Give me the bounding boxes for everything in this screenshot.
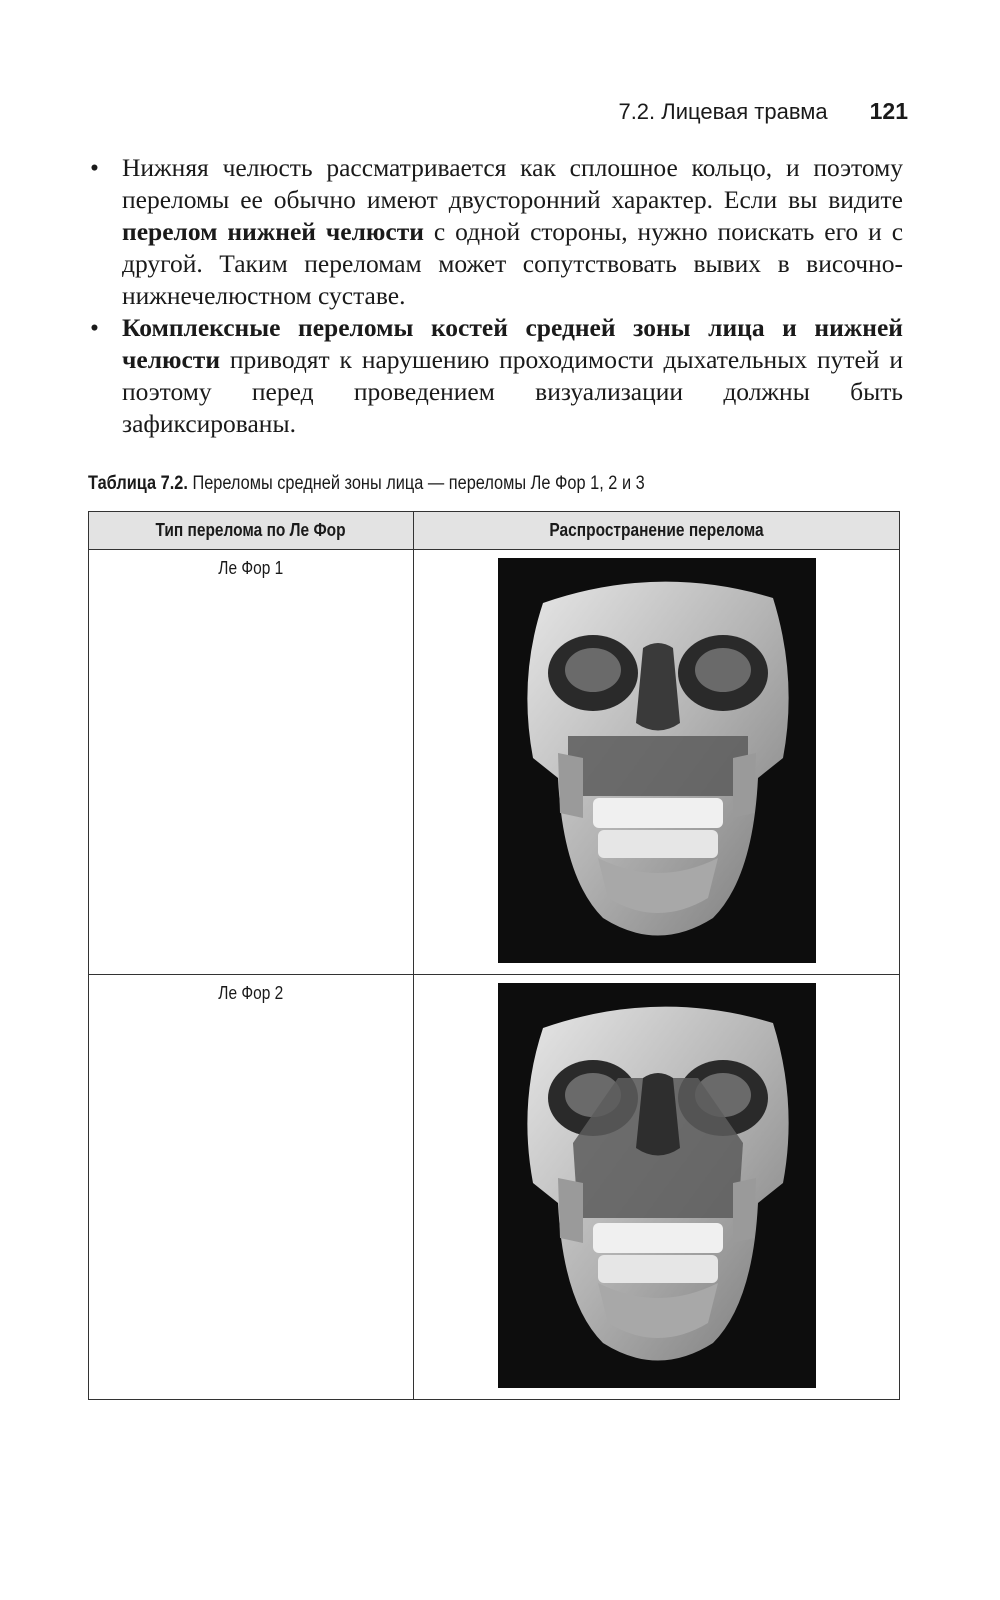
bullet-item	[88, 152, 903, 312]
fracture-type-cell: Ле Фор 1	[89, 550, 414, 974]
section-title: 7.2. Лицевая травма	[618, 99, 828, 124]
fracture-image-cell	[414, 975, 899, 1399]
table-caption-text: Переломы средней зоны лица — переломы Ле Фор 1, 2 и 3	[187, 473, 645, 494]
table-header-cell: Тип перелома по Ле Фор	[89, 512, 414, 549]
bullet-text: Нижняя челюсть рассматривается как сплошное кольцо, и поэтому переломы ее обычно имеют двусторонний характер. Если вы видите	[122, 153, 903, 214]
bullet-bold-term: перелом нижней челюсти	[122, 217, 424, 246]
bullet-marker: •	[90, 153, 99, 182]
table-row	[89, 550, 899, 974]
running-head	[618, 98, 908, 125]
table-row	[89, 974, 899, 1399]
bullet-marker: •	[90, 313, 99, 342]
table-header-row	[89, 512, 899, 550]
table-caption-label: Таблица 7.2.	[88, 473, 188, 494]
bullet-item	[88, 312, 903, 440]
bullet-text: приводят к нарушению проходимости дыхательных путей и поэтому перед проведением визуализации должны быть зафиксированы.	[122, 345, 903, 438]
body-text	[88, 152, 903, 440]
lefort-table	[88, 511, 900, 1400]
skull-ct-image-lefort-1	[498, 558, 816, 963]
bullet-text: с одной стороны, нужно поискать его и с другой. Таким переломам может сопутствовать вывих в височно-нижнечелюстном суставе.	[122, 217, 904, 310]
page-number: 121	[869, 98, 908, 124]
fracture-type-cell: Ле Фор 2	[89, 975, 414, 1399]
bullet-bold-term: Комплексные переломы костей средней зоны лица и нижней челюсти	[122, 313, 903, 374]
skull-ct-image-lefort-2	[498, 983, 816, 1388]
fracture-image-cell	[414, 550, 899, 974]
table-header-cell: Распространение перелома	[549, 520, 764, 540]
table-caption	[88, 473, 645, 495]
